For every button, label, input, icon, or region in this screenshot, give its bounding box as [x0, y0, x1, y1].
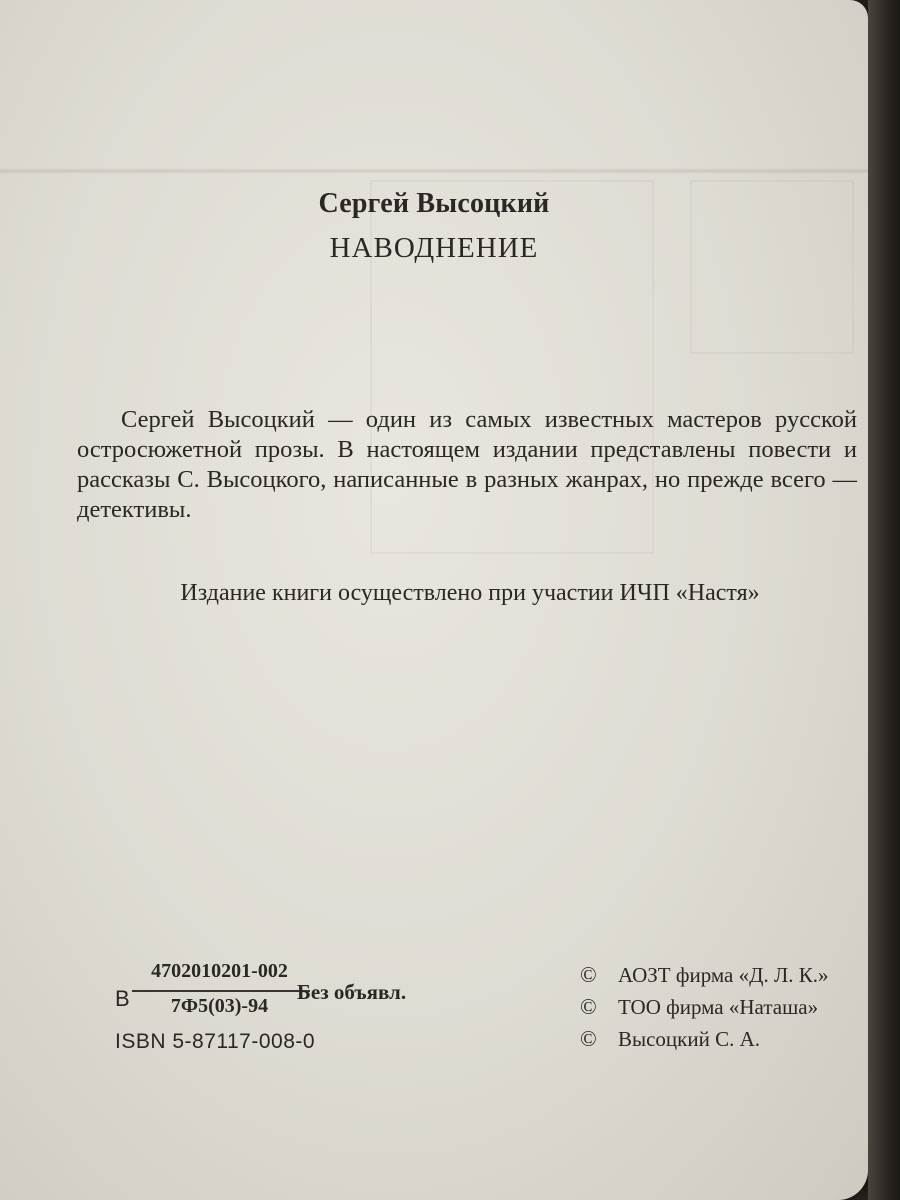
participation-note: Издание книги осуществлено при участии ИЧП «Настя» — [180, 580, 760, 606]
copyright-icon: © — [580, 1026, 597, 1051]
catalog-code-denominator: 7Ф5(03)-94 — [170, 995, 269, 1017]
annotation-paragraph: Сергей Высоцкий — один из самых известных мастеров русской остросюжетной прозы. В настоящем издании представлены повести и рассказы С. Высоцкого, написанные в разных жанрах, но прежде всего — детективы. — [77, 406, 857, 523]
catalog-code-prefix: В — [115, 986, 130, 1011]
page-fold — [0, 168, 868, 174]
copyright-line — [580, 1026, 870, 1058]
catalog-code-numerator: 4702010201-002 — [151, 960, 288, 982]
catalog-code-note: Без объявл. — [297, 980, 407, 1004]
isbn: ISBN 5-87117-008-0 — [115, 1030, 316, 1053]
copyright-list — [580, 962, 870, 1058]
copyright-line — [580, 962, 870, 994]
copyright-icon: © — [580, 962, 597, 987]
author-name: Сергей Высоцкий — [318, 188, 550, 219]
book-edge — [868, 0, 900, 1200]
copyright-holder: ТОО фирма «Наташа» — [618, 995, 819, 1019]
catalog-code-fraction-line — [132, 990, 310, 992]
copyright-icon: © — [580, 994, 597, 1019]
copyright-holder: АОЗТ фирма «Д. Л. К.» — [618, 963, 829, 987]
book-title: НАВОДНЕНИЕ — [329, 232, 539, 264]
copyright-line — [580, 994, 870, 1026]
copyright-holder: Высоцкий С. А. — [618, 1027, 761, 1051]
